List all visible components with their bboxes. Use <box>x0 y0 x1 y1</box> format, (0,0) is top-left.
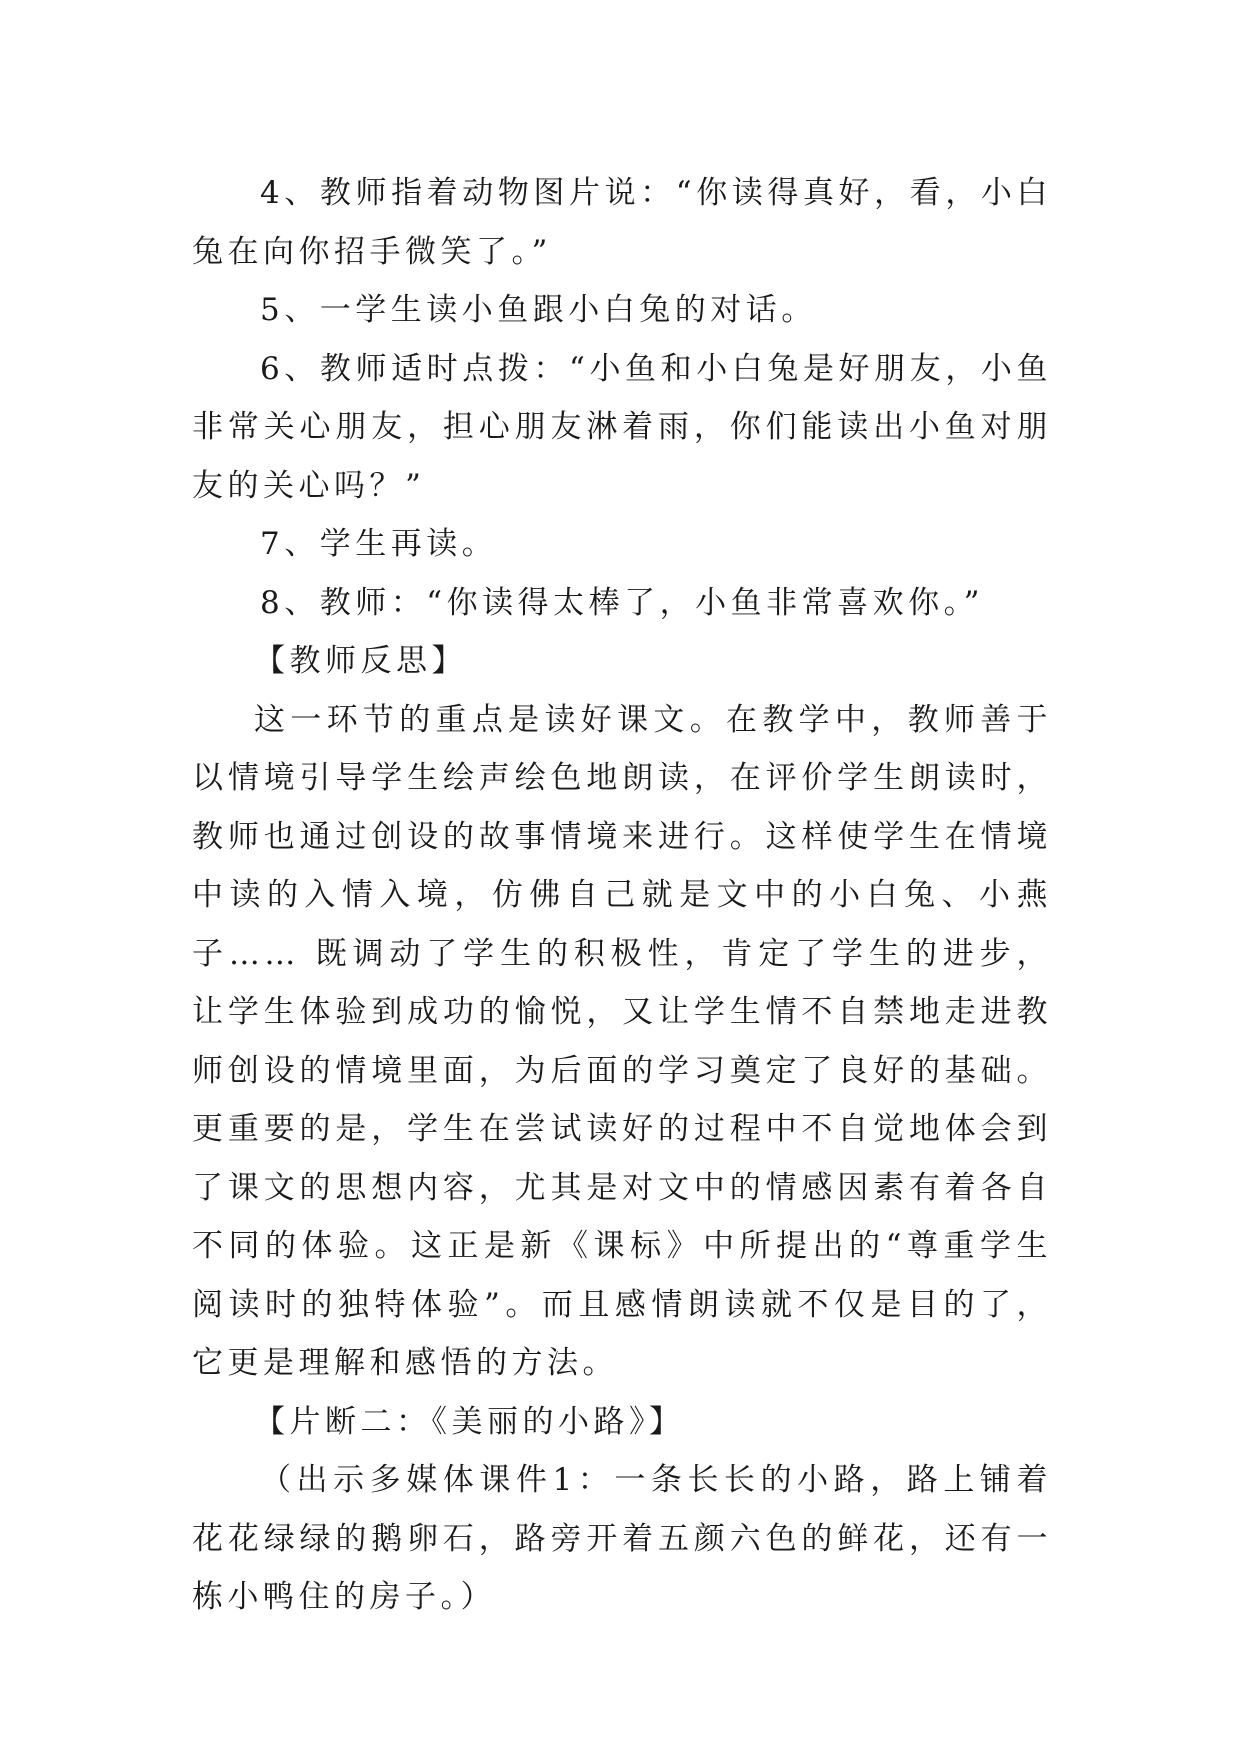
paragraph-multimedia-note: （出示多媒体课件1：一条长长的小路，路上铺着花花绿绿的鹅卵石，路旁开着五颜六色的鲜花，还有一栋小鸭住的房子。） <box>192 1462 1052 1615</box>
paragraph-step-5: 5、一学生读小鱼跟小白兔的对话。 <box>260 292 817 328</box>
paragraph-step-8: 8、教师：“你读得太棒了，小鱼非常喜欢你。” <box>260 584 984 621</box>
section-heading-teacher-reflection: 【教师反思】 <box>254 643 467 679</box>
section-heading-fragment-two: 【片断二：《美丽的小路》】 <box>254 1403 685 1440</box>
paragraph-step-6: 6、教师适时点拨：“小鱼和小白兔是好朋友，小鱼非常关心朋友，担心朋友淋着雨，你们能读出小鱼对朋友的关心吗？” <box>192 350 1052 504</box>
paragraph-step-7: 7、学生再读。 <box>260 526 498 562</box>
document-page <box>192 164 1052 1627</box>
paragraph-step-4: 4、教师指着动物图片说：“你读得真好，看，小白兔在向你招手微笑了。” <box>192 175 1052 270</box>
paragraph-reflection-body: 这一环节的重点是读好课文。在教学中，教师善于以情境引导学生绘声绘色地朗读，在评价学生朗读时，教师也通过创设的故事情境来进行。这样使学生在情境中读的入情入境，仿佛自己就是文中的小白兔、小燕子…… 既调动了学生的积极性，肯定了学生的进步，让学生体验到成功的愉悦，又让学生情不自禁地走进教师创设的情境里面，为后面的学习奠定了良好的基础。更重要的是，学生在尝试读好的过程中不自觉地体会到了课文的思想内容，尤其是对文中的情感因素有着各自不同的体验。这正是新《课标》中所提出的“尊重学生阅读时的独特体验”。而且感情朗读就不仅是目的了，它更是理解和感悟的方法。 <box>192 701 1052 1381</box>
